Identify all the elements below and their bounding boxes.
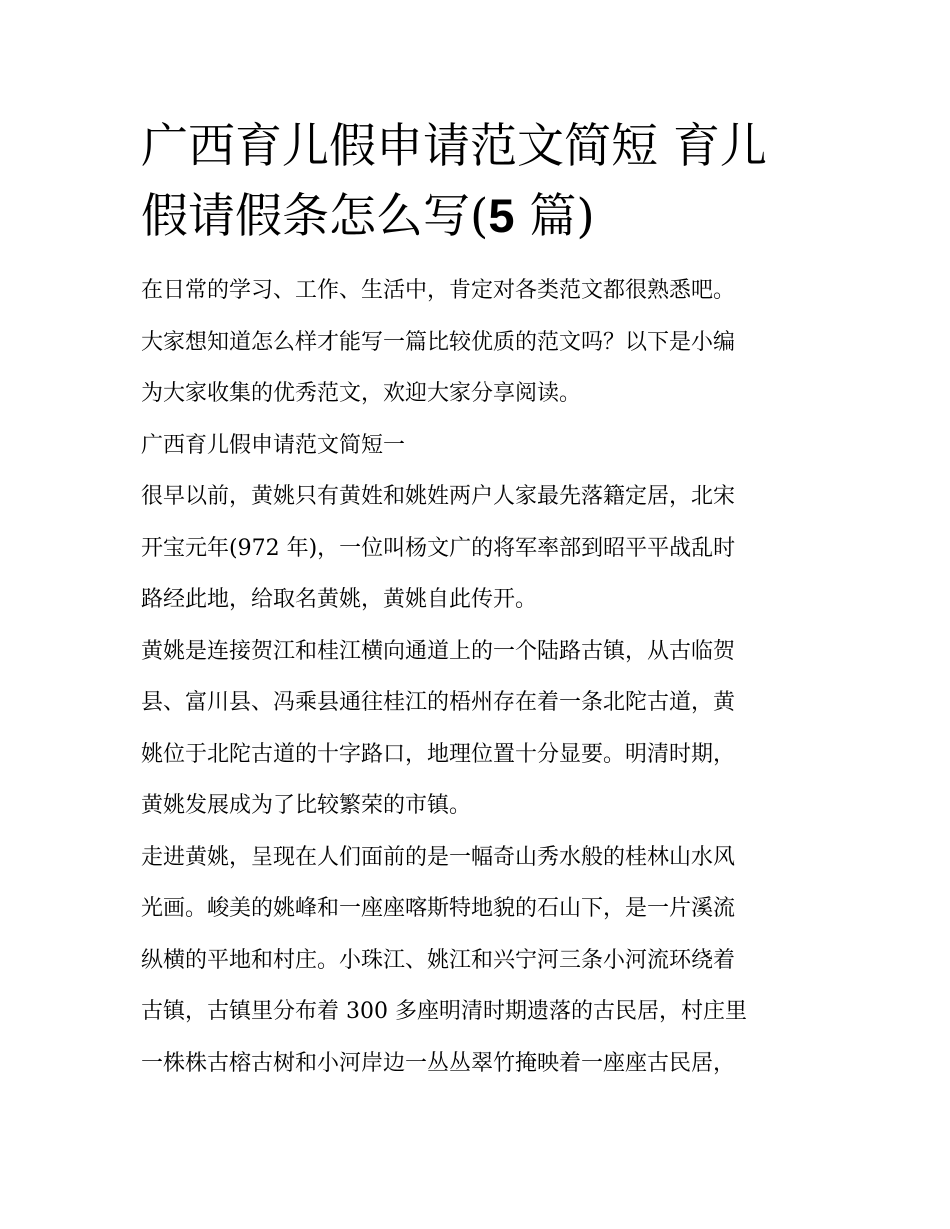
paragraph-line: 黄姚是连接贺江和桂江横向通道上的一个陆路古镇，从古临贺 [141, 638, 736, 664]
paragraph-line: 很早以前，黄姚只有黄姓和姚姓两户人家最先落籍定居，北宋 [141, 484, 736, 509]
title-count-number: 5 [488, 189, 515, 242]
paragraph-line: 开宝元年(972 年)，一位叫杨文广的将军率部到昭平平战乱时 [141, 535, 736, 561]
paragraph-line: 大家想知道怎么样才能写一篇比较优质的范文吗？以下是小编 [141, 329, 736, 355]
paragraph-line: 一株株古榕古树和小河岸边一丛丛翠竹掩映着一座座古民居， [141, 1050, 736, 1076]
document-title [141, 112, 811, 251]
paragraph-line: 路经此地，给取名黄姚，黄姚自此传开。 [141, 587, 538, 612]
document-body [141, 265, 811, 1089]
paragraph-history [141, 471, 811, 626]
title-line-2-part-a: 假请假条怎么写( [141, 189, 489, 244]
paragraph-line: 古镇，古镇里分布着 300 多座明清时期遗落的古民居，村庄里 [141, 999, 747, 1024]
paragraph-location [141, 626, 811, 832]
paragraph-line: 光画。峻美的姚峰和一座座喀斯特地貌的石山下，是一片溪流 [141, 896, 736, 921]
paragraph-line: 姚位于北陀古道的十字路口，地理位置十分显要。明清时期， [141, 741, 736, 767]
section-heading [141, 420, 811, 472]
paragraph-line: 黄姚发展成为了比较繁荣的市镇。 [141, 793, 472, 818]
paragraph-line: 在日常的学习、工作、生活中，肯定对各类范文都很熟悉吧。 [141, 278, 736, 303]
paragraph-intro [141, 265, 811, 420]
paragraph-scenery [141, 832, 811, 1090]
document-page [141, 112, 811, 1089]
title-line-2-part-b: 篇) [514, 189, 595, 244]
paragraph-line: 纵横的平地和村庄。小珠江、姚江和兴宁河三条小河流环绕着 [141, 947, 736, 973]
paragraph-line: 走进黄姚，呈现在人们面前的是一幅奇山秀水般的桂林山水风 [141, 844, 736, 870]
section-heading-text: 广西育儿假申请范文简短一 [141, 432, 406, 458]
paragraph-line: 为大家收集的优秀范文，欢迎大家分享阅读。 [141, 381, 582, 406]
title-line-1: 广西育儿假申请范文简短 育儿 [141, 119, 767, 174]
paragraph-line: 县、富川县、冯乘县通往桂江的梧州存在着一条北陀古道，黄 [141, 690, 736, 715]
